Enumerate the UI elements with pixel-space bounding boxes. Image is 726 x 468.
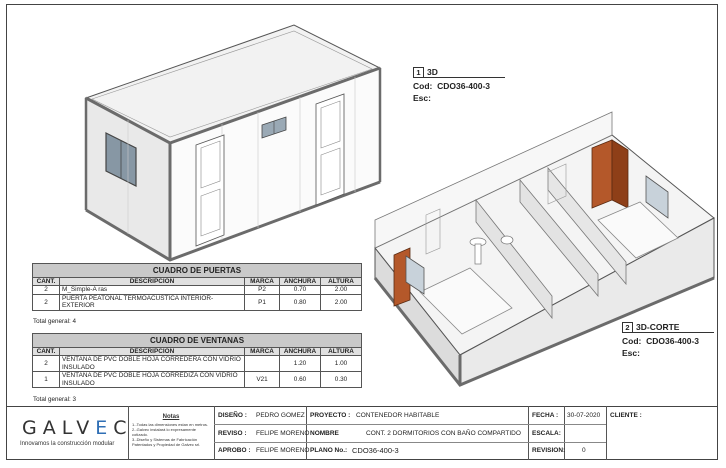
plano-value: CDO36-400-3 bbox=[352, 446, 399, 455]
cell-cant: 2 bbox=[33, 294, 60, 310]
doors-total: Total general: 4 bbox=[33, 318, 77, 325]
table-row bbox=[33, 372, 362, 388]
cell-cant: 2 bbox=[33, 356, 60, 372]
cod-value: CDO36-400-3 bbox=[646, 336, 700, 346]
col-header: MARCA bbox=[245, 278, 280, 286]
windows-schedule-title: CUADRO DE VENTANAS bbox=[33, 334, 362, 348]
aprobo-label: APROBO : bbox=[218, 447, 251, 454]
view-title: 3D-CORTE bbox=[636, 322, 680, 332]
aprobo-value: FELIPE MORENO bbox=[256, 447, 310, 454]
view-title-underline bbox=[622, 332, 714, 333]
view-number: 1 bbox=[413, 67, 424, 78]
diseno-value: PEDRO GOMEZ bbox=[256, 412, 305, 419]
cod-value: CDO36-400-3 bbox=[437, 81, 491, 91]
company-slogan: Innovamos la construcción modular bbox=[20, 441, 115, 447]
col-header: ANCHURA bbox=[280, 348, 321, 356]
nombre-value: CONT. 2 DORMITORIOS CON BAÑO COMPARTIDO bbox=[366, 430, 521, 437]
view-cod-3d bbox=[413, 81, 490, 92]
view-title: 3D bbox=[427, 67, 438, 77]
notes-block bbox=[132, 415, 210, 447]
cell-anchura: 0.70 bbox=[280, 286, 321, 294]
table-row bbox=[33, 294, 362, 310]
cod-label: Cod: bbox=[413, 81, 433, 91]
cell-desc: VENTANA DE PVC DOBLE HOJA CORREDERA CON VIDRIO INSULADO bbox=[60, 356, 245, 372]
view-esc-3d bbox=[413, 93, 431, 104]
cell-altura: 1.00 bbox=[321, 356, 362, 372]
col-header: CANT. bbox=[33, 348, 60, 356]
diseno-label: DISEÑO : bbox=[218, 412, 247, 419]
esc-label: Esc: bbox=[413, 93, 431, 103]
col-header: DESCRIPCION bbox=[60, 278, 245, 286]
cell-desc: VENTANA DE PVC DOBLE HOJA CORREDIZA CON VIDRIO INSULADO bbox=[60, 372, 245, 388]
note-item: 1.-Todas las dimensiones estan en metros. bbox=[132, 422, 209, 427]
escala-label: ESCALA: bbox=[532, 430, 561, 437]
doors-schedule-title: CUADRO DE PUERTAS bbox=[33, 264, 362, 278]
title-block-divider bbox=[214, 406, 215, 460]
cell-marca bbox=[245, 356, 280, 372]
nombre-label: NOMBRE bbox=[310, 430, 339, 437]
title-block-rule bbox=[214, 442, 606, 443]
proyecto-value: CONTENEDOR HABITABLE bbox=[356, 412, 440, 419]
table-row bbox=[33, 356, 362, 372]
cell-desc: PUERTA PEATONAL TERMOACUSTICA INTERIOR-EXTERIOR bbox=[60, 294, 245, 310]
view-label-3d bbox=[413, 67, 438, 78]
col-header: MARCA bbox=[245, 348, 280, 356]
col-header: ALTURA bbox=[321, 278, 362, 286]
cell-anchura: 0.60 bbox=[280, 372, 321, 388]
view-cod-3d-corte bbox=[622, 336, 699, 347]
col-header: ALTURA bbox=[321, 348, 362, 356]
revision-value: 0 bbox=[582, 447, 586, 454]
plano-label: PLANO No.: bbox=[310, 447, 348, 454]
cod-label: Cod: bbox=[622, 336, 642, 346]
col-header: DESCRIPCION bbox=[60, 348, 245, 356]
fecha-label: FECHA : bbox=[532, 412, 559, 419]
cell-marca: P1 bbox=[245, 294, 280, 310]
cell-marca: V21 bbox=[245, 372, 280, 388]
windows-total: Total general: 3 bbox=[33, 396, 77, 403]
col-header: CANT. bbox=[33, 278, 60, 286]
cell-altura: 0.30 bbox=[321, 372, 362, 388]
cell-altura: 2.00 bbox=[321, 286, 362, 294]
col-header: ANCHURA bbox=[280, 278, 321, 286]
note-item: 2.-Galvec instalará lo expresamente cotizado. bbox=[132, 427, 197, 437]
doors-schedule bbox=[32, 263, 362, 311]
view-esc-3d-corte bbox=[622, 348, 640, 359]
cell-marca: P2 bbox=[245, 286, 280, 294]
view-label-3d-corte bbox=[622, 322, 679, 333]
cliente-label: CLIENTE : bbox=[610, 412, 642, 419]
title-block-rule bbox=[214, 424, 606, 425]
view-number: 2 bbox=[622, 322, 633, 333]
cell-anchura: 0.80 bbox=[280, 294, 321, 310]
cell-cant: 1 bbox=[33, 372, 60, 388]
cell-anchura: 1.20 bbox=[280, 356, 321, 372]
esc-label: Esc: bbox=[622, 348, 640, 358]
cell-desc: M_Simple-A ras bbox=[60, 286, 245, 294]
view-title-underline bbox=[413, 77, 505, 78]
reviso-label: REVISO : bbox=[218, 430, 247, 437]
title-block-divider bbox=[528, 406, 529, 460]
title-block-divider bbox=[606, 406, 607, 460]
note-item: 3.-Diseño y Sistemas de Fabricación Patentados y Propiedad de Galvec srl. bbox=[132, 437, 201, 447]
cell-altura: 2.00 bbox=[321, 294, 362, 310]
reviso-value: FELIPE MORENO bbox=[256, 430, 310, 437]
proyecto-label: PROYECTO : bbox=[310, 412, 351, 419]
fecha-value: 30-07-2020 bbox=[567, 412, 601, 419]
galvec-logo: GALVEC bbox=[22, 417, 133, 439]
cell-cant: 2 bbox=[33, 286, 60, 294]
windows-schedule bbox=[32, 333, 362, 388]
revision-label: REVISION: bbox=[532, 447, 566, 454]
table-row bbox=[33, 286, 362, 294]
notes-title: Notas bbox=[162, 414, 180, 420]
